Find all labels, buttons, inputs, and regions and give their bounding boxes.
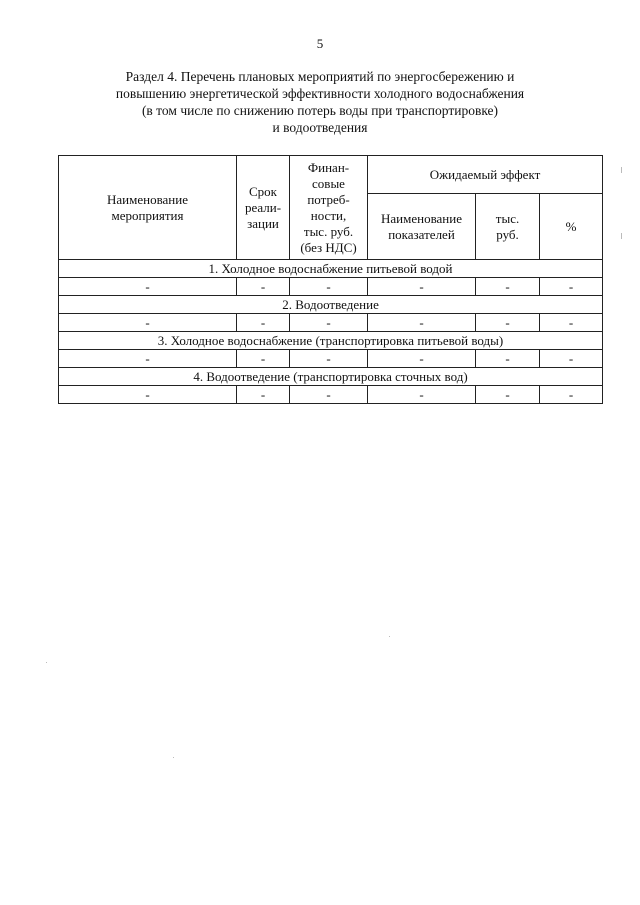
header-percent: % [540,194,603,260]
table-cell: - [59,386,237,404]
scan-speck [173,757,174,758]
group-title: 3. Холодное водоснабжение (транспортировка питьевой воды) [59,332,603,350]
table-cell: - [290,350,368,368]
table-cell: - [59,278,237,296]
measures-table [58,155,603,404]
table-cell: - [290,314,368,332]
header-financial-needs: Финан- совые потреб- ности, тыс. руб. (без НДС) [290,156,368,260]
table-cell: - [476,350,540,368]
table-row [59,350,603,368]
table-cell: - [368,278,476,296]
scan-speck [389,636,390,637]
title-line: повышению энергетической эффективности холодного водоснабжения [115,86,525,101]
scan-speck [46,662,47,663]
scan-speck [621,233,622,239]
header-term: Срок реали- зации [237,156,290,260]
header-measure-name: Наименование мероприятия [59,156,237,260]
table-cell: - [540,386,603,404]
group-title: 2. Водоотведение [59,296,603,314]
title-line: и водоотведения [272,120,368,135]
table-cell: - [540,350,603,368]
table-cell: - [237,350,290,368]
header-expected-effect: Ожидаемый эффект [368,156,603,194]
table-cell: - [476,314,540,332]
table-row [59,278,603,296]
scan-speck [621,167,622,173]
table-cell: - [368,314,476,332]
table-cell: - [290,386,368,404]
table-cell: - [59,314,237,332]
table-row [59,386,603,404]
title-line: (в том числе по снижению потерь воды при транспортировке) [141,103,499,118]
table-cell: - [540,314,603,332]
table-cell: - [237,386,290,404]
table-cell: - [237,314,290,332]
group-title: 4. Водоотведение (транспортировка сточных вод) [59,368,603,386]
table-cell: - [476,386,540,404]
table-row [59,314,603,332]
table-cell: - [368,386,476,404]
table-cell: - [59,350,237,368]
table-cell: - [368,350,476,368]
group-title: 1. Холодное водоснабжение питьевой водой [59,260,603,278]
header-indicators: Наименование показателей [368,194,476,260]
table-cell: - [476,278,540,296]
table-cell: - [540,278,603,296]
page-number: 5 [316,36,324,51]
title-line: Раздел 4. Перечень плановых мероприятий по энергосбережению и [125,69,515,84]
section-title [60,68,580,136]
table-cell: - [237,278,290,296]
table-cell: - [290,278,368,296]
header-thousand-rub: тыс. руб. [476,194,540,260]
